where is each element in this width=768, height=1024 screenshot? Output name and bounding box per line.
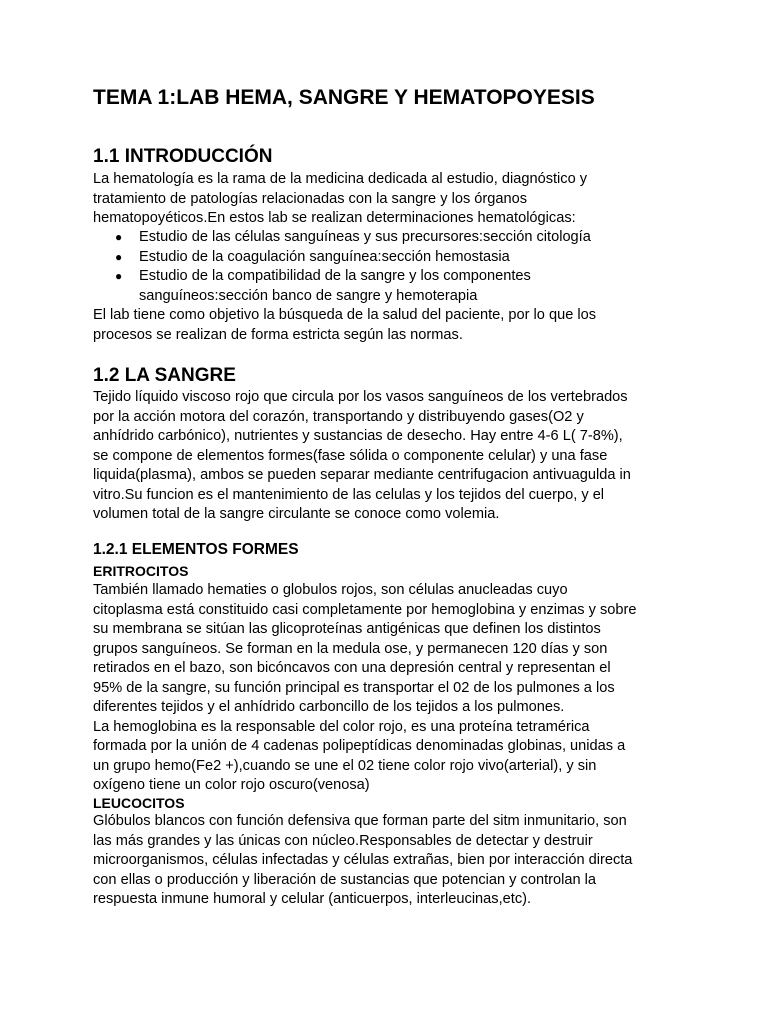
- leucocitos-paragraph: [93, 812, 693, 910]
- text-line: Estudio de la compatibilidad de la sangre y los componentes: [139, 268, 531, 284]
- bullet-list: [93, 228, 693, 306]
- text-line: También llamado hematies o globulos rojos, son células anucleadas cuyo: [93, 582, 568, 598]
- list-item: [93, 267, 693, 306]
- section-heading-elementos-formes: 1.2.1 ELEMENTOS FORMES: [93, 541, 299, 558]
- text-line: vitro.Su funcion es el mantenimiento de las celulas y los tejidos del cuerpo, y el: [93, 486, 605, 503]
- text-line: respuesta inmune humoral y celular (anticuerpos, interleucinas,etc).: [93, 891, 532, 907]
- bullet-icon: ●: [115, 249, 123, 264]
- text-line: Glóbulos blancos con función defensiva que forman parte del sitm inmunitario, son: [93, 813, 627, 829]
- section-heading-introduccion: 1.1 INTRODUCCIÓN: [93, 146, 273, 167]
- intro-paragraph: [93, 170, 693, 229]
- text-line: La hematología es la rama de la medicina dedicada al estudio, diagnóstico y: [93, 171, 588, 187]
- eritrocitos-paragraph: [93, 581, 693, 796]
- text-line: un grupo hemo(Fe2 +),cuando se une el 02 tiene color rojo vivo(arterial), y sin: [93, 757, 597, 774]
- text-line: Tejido líquido viscoso rojo que circula por los vasos sanguíneos de los vertebrados: [93, 389, 628, 405]
- list-item: [93, 228, 693, 248]
- text-line: liquida(plasma), ambos se pueden separar mediante centrifugacion antivuagulda in: [93, 467, 631, 483]
- list-item: [93, 248, 693, 268]
- text-line: grupos sanguíneos. Se forman en la medula ose, y permanecen 120 días y son: [93, 640, 608, 657]
- text-line: por la acción motora del corazón, transportando y distribuyendo gases(O2 y: [93, 408, 584, 425]
- sangre-paragraph: [93, 388, 693, 525]
- text-line: El lab tiene como objetivo la búsqueda de la salud del paciente, por lo que los: [93, 307, 597, 323]
- bullet-icon: ●: [115, 230, 123, 244]
- subheading-eritrocitos: ERITROCITOS: [93, 563, 189, 579]
- text-line: anhídrido carbónico), nutrientes y sustancias de desecho. Hay entre 4-6 L( 7-8%),: [93, 428, 623, 444]
- text-line: citoplasma está constituido casi completamente por hemoglobina y enzimas y sobre: [93, 601, 637, 618]
- text-line: volumen total de la sangre circulante se conoce como volemia.: [93, 506, 500, 522]
- text-line: las más grandes y las únicas con núcleo.Responsables de detectar y destruir: [93, 832, 593, 849]
- text-line: procesos se realizan de forma estricta según las normas.: [93, 326, 463, 343]
- text-line: oxígeno tiene un color rojo oscuro(venosa): [93, 777, 370, 793]
- subheading-leucocitos: LEUCOCITOS: [93, 795, 185, 811]
- text-line: La hemoglobina es la responsable del color rojo, es una proteína tetramérica: [93, 718, 590, 735]
- text-line: hematopoyéticos.En estos lab se realizan determinaciones hematológicas:: [93, 210, 576, 226]
- text-line: su membrana se sitúan las glicoproteínas antigénicas que definen los distintos: [93, 621, 601, 637]
- text-line: Estudio de la coagulación sanguínea:sección hemostasia: [139, 248, 510, 265]
- section-heading-la-sangre: 1.2 LA SANGRE: [93, 365, 236, 386]
- text-line: 95% de la sangre, su función principal es transportar el 02 de los pulmones a los: [93, 679, 615, 696]
- document-title: TEMA 1:LAB HEMA, SANGRE Y HEMATOPOYESIS: [93, 86, 595, 109]
- intro-closing-paragraph: [93, 306, 693, 345]
- text-line: Estudio de las células sanguíneas y sus precursores:sección citología: [139, 229, 591, 245]
- text-line: sanguíneos:sección banco de sangre y hemoterapia: [139, 287, 478, 304]
- text-line: diferentes tejidos y el anhídrido carboncillo de los tejidos a los pulmones.: [93, 699, 565, 715]
- text-line: tratamiento de patologías relacionadas con la sangre y los órganos: [93, 190, 528, 207]
- text-line: microorganismos, células infectadas y células extrañas, bien por interacción directa: [93, 852, 633, 868]
- text-line: con ellas o producción y liberación de sustancias que potencian y controlan la: [93, 871, 596, 888]
- text-line: se compone de elementos formes(fase sólida o componente celular) y una fase: [93, 447, 608, 464]
- bullet-icon: ●: [115, 269, 123, 283]
- text-line: retirados en el bazo, son bicóncavos con una depresión central y representan el: [93, 660, 611, 676]
- text-line: formada por la unión de 4 cadenas polipeptídicas denominadas globinas, unidas a: [93, 738, 626, 754]
